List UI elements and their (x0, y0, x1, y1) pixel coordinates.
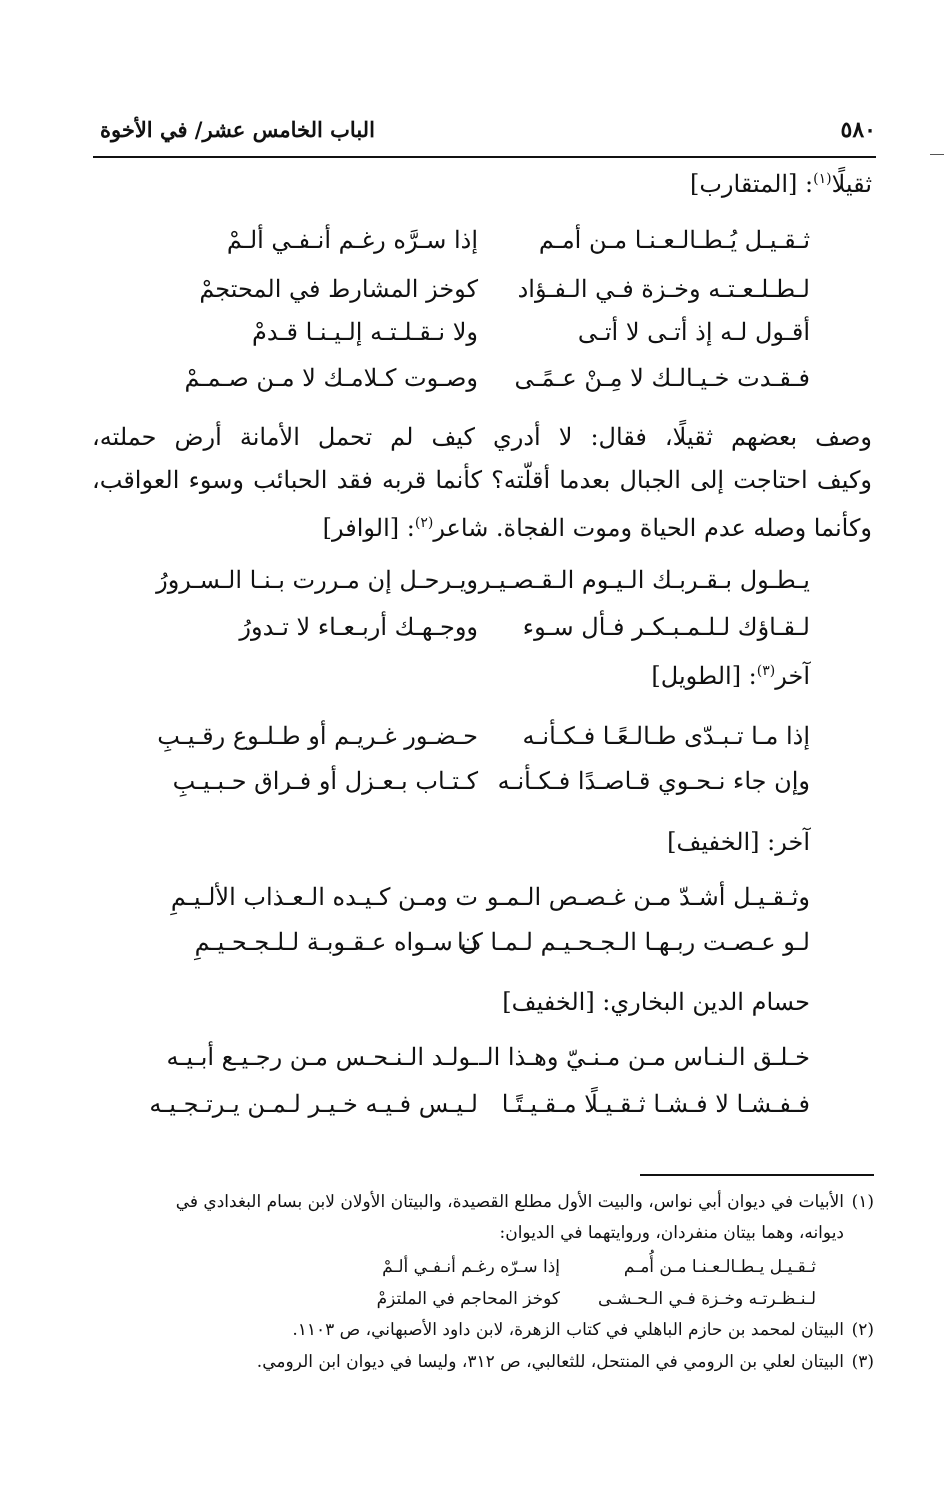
footnote-verse-first: لـنـظـرتـه وخـزة فـي الـحـشـى (597, 1289, 816, 1309)
verse-hemistich-second: ن سـواه عـقـوبـة لـلـجـحـيـمِ (194, 928, 478, 956)
page-header (100, 117, 876, 157)
section1-poet: ثقيلًا (831, 170, 872, 198)
footnote-ref-3: (٣) (756, 663, 776, 679)
footnote-number: (١) (851, 1192, 874, 1212)
verse-hemistich-first: أقـول لـه إذ أتـى لا أتـى (577, 318, 810, 346)
verse-hemistich-first: وإن جاء نـحـوي قـاصـدًا فـكـأنـه (497, 767, 810, 795)
section5-intro: حسام الدين البخاري: [الخفيف] (502, 988, 810, 1016)
footnote-rule (640, 1174, 874, 1176)
footnote-3 (257, 1352, 874, 1372)
edge-mark (930, 154, 944, 155)
verse-hemistich-second: لـيـس فـيـه خـيـر لـمـن يـرتـجـيـه (149, 1090, 478, 1118)
footnote-verse-second: إذا سـرّه رغـم أنـفـي ألـمْ (382, 1257, 560, 1277)
header-rule (93, 156, 876, 158)
section3-intro (651, 662, 810, 690)
verse-hemistich-second: ـولـد الـنـحـس مـن رجـيـع أبـيـه (166, 1043, 478, 1071)
verse-hemistich-second: حـضـور غـريـم أو طـلـوع رقـيـبِ (157, 722, 478, 750)
verse-hemistich-second: ووجـهـك أربـعـاء لا تـدورُ (239, 613, 478, 641)
footnote-number: (٣) (851, 1352, 874, 1372)
section2-meter: : [الوافر] (322, 514, 415, 542)
prose-paragraph (92, 416, 872, 545)
page-number: ٥٨٠ (840, 117, 876, 143)
verse-hemistich-first: فـقـدت خـيـالـك لا مِـنْ عـمًـى (514, 364, 810, 392)
footnote-2 (292, 1320, 874, 1340)
section3-meter: : [الطويل] (651, 662, 757, 690)
verse-hemistich-second: كـتـاب بـعـزل أو فـراق حـبـيـبِ (172, 767, 478, 795)
footnote-ref-2: (٢) (414, 515, 434, 531)
prose-line: وكيف احتاجت إلى الجبال بعدما أقلّته؟ كأنما قربه فقد الحبائب وسوء العواقب، (92, 466, 872, 494)
footnote-verse-second: كوخز المحاجم في الملتزمْ (376, 1289, 560, 1309)
verse-hemistich-first: لـو عـصـت ربـهـا الـجـحـيـم لـمـا كـا (457, 928, 810, 956)
verse-hemistich-first: إذا مـا تـبـدّى طـالـعًـا فـكـأنـه (522, 722, 810, 750)
footnote-1-continued: ديوانه، وهما بيتان منفردان، وروايتهما في الديوان: (499, 1223, 844, 1243)
section1-intro (690, 170, 872, 198)
verse-hemistich-first: يـطـول بـقـربـك الـيـوم الـقـصـيـر (478, 566, 810, 594)
verse-hemistich-second: ولا نـقـلـتـه إلـيـنـا قـدمْ (252, 318, 478, 346)
verse-hemistich-first: وثـقـيـل أشـدّ مـن غـصـص الـمـو (486, 883, 810, 911)
section3-poet: آخر (775, 662, 810, 690)
footnote-ref-1: (١) (813, 171, 832, 187)
verse-hemistich-first: لـقـاؤك لـلـمـبـكـر فـأل سـوء (522, 613, 810, 641)
verse-hemistich-second: وصـوت كـلامـك لا مـن صـمـمْ (184, 364, 478, 392)
running-title: الباب الخامس عشر/ في الأخوة (100, 117, 375, 142)
section4-intro: آخر: [الخفيف] (667, 828, 810, 856)
prose-line (92, 502, 872, 545)
footnote-verse-first: ثـقـيـل يـطـالـعـنـا مـن أُمـم (623, 1257, 816, 1277)
footnote-text: البيتان لمحمد بن حازم الباهلي في كتاب الزهرة، لابن داود الأصبهاني، ص ١١٠٣. (292, 1320, 844, 1340)
section1-meter: : [المتقارب] (689, 170, 814, 198)
prose-line: وصف بعضهم ثقيلًا، فقال: لا أدري كيف لم تحمل الأمانة أرض حملته، (92, 423, 872, 451)
footnote-1 (176, 1192, 874, 1212)
verse-hemistich-second: ت ومـن كـيـده الـعـذاب الألـيـمِ (170, 883, 478, 911)
prose-text: وكأنما وصله عدم الحياة وموت الفجاة. شاعر (433, 514, 872, 542)
verse-hemistich-second: إذا سـرَّه رغـم أنـفـي ألـمْ (226, 226, 478, 254)
verse-hemistich-second: ويـرحـل إن مـررت بـنـا الـسـرورُ (156, 566, 478, 594)
verse-hemistich-first: خـلـق الـنـاس مـن مـنـيّ وهـذا الـ (479, 1043, 810, 1071)
verse-hemistich-first: ثـقـيـل يُـطـالـعـنـا مـن أمـم (538, 226, 810, 254)
footnote-number: (٢) (851, 1320, 874, 1340)
verse-hemistich-second: كوخز المشارط في المحتجمْ (199, 275, 478, 303)
verse-hemistich-first: لـطـلـعـتـه وخـزة فـي الـفـؤاد (517, 275, 810, 303)
verse-hemistich-first: فـفـشـا لا فـشـا ثـقـيـلًا مـقـيـتًـا (501, 1090, 810, 1118)
footnote-text: الأبيات في ديوان أبي نواس، والبيت الأول مطلع القصيدة، والبيتان الأولان لابن بسام البغدادي في (175, 1192, 844, 1212)
footnote-text: البيتان لعلي بن الرومي في المنتحل، للثعالبي، ص ٣١٢، وليسا في ديوان ابن الرومي. (256, 1352, 844, 1372)
